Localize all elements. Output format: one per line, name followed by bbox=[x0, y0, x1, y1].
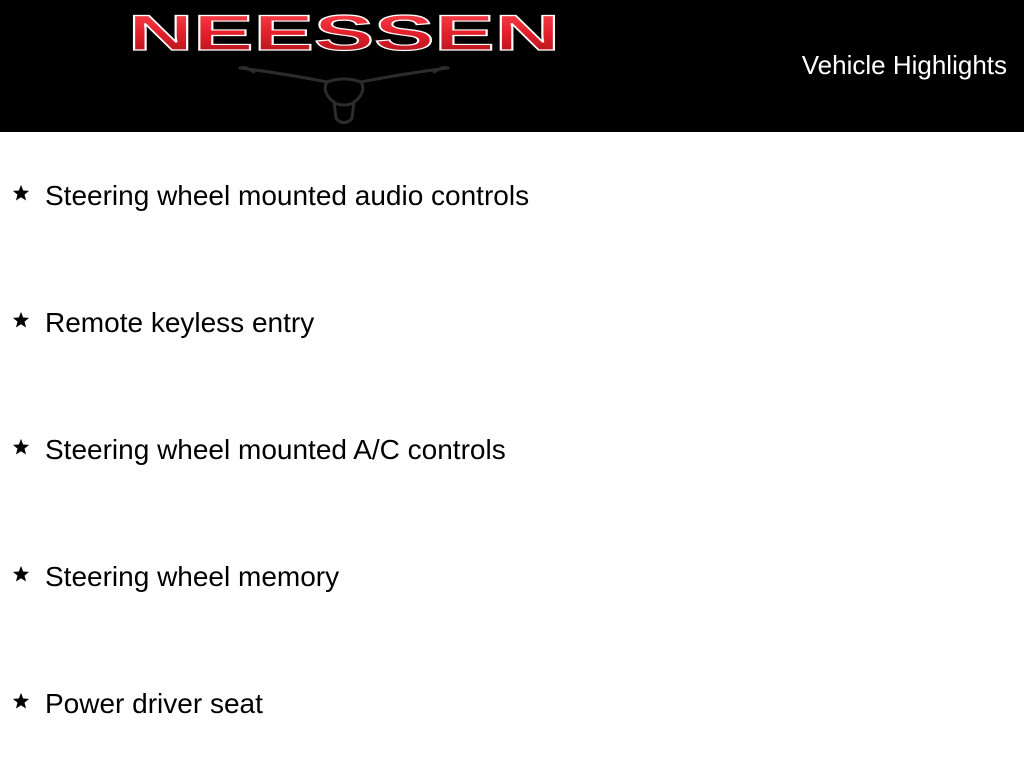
highlight-label: Remote keyless entry bbox=[45, 307, 315, 338]
header-bar bbox=[0, 0, 1024, 132]
star-icon bbox=[12, 565, 30, 583]
list-item bbox=[0, 688, 1000, 728]
page-title: Vehicle Highlights bbox=[801, 50, 1007, 80]
list-item bbox=[0, 561, 1000, 601]
svg-text:NEESSEN: NEESSEN bbox=[128, 6, 560, 61]
highlight-label: Steering wheel mounted A/C controls bbox=[45, 434, 506, 465]
list-item bbox=[0, 434, 1000, 474]
list-item bbox=[0, 180, 1000, 220]
star-icon bbox=[12, 184, 30, 202]
dealer-logo bbox=[122, 6, 566, 126]
highlight-label: Steering wheel mounted audio controls bbox=[45, 180, 530, 211]
star-icon bbox=[12, 692, 30, 710]
star-icon bbox=[12, 311, 30, 329]
highlight-label: Steering wheel memory bbox=[45, 561, 340, 592]
star-icon bbox=[12, 438, 30, 456]
highlight-label: Power driver seat bbox=[45, 688, 263, 719]
list-item bbox=[0, 307, 1000, 347]
